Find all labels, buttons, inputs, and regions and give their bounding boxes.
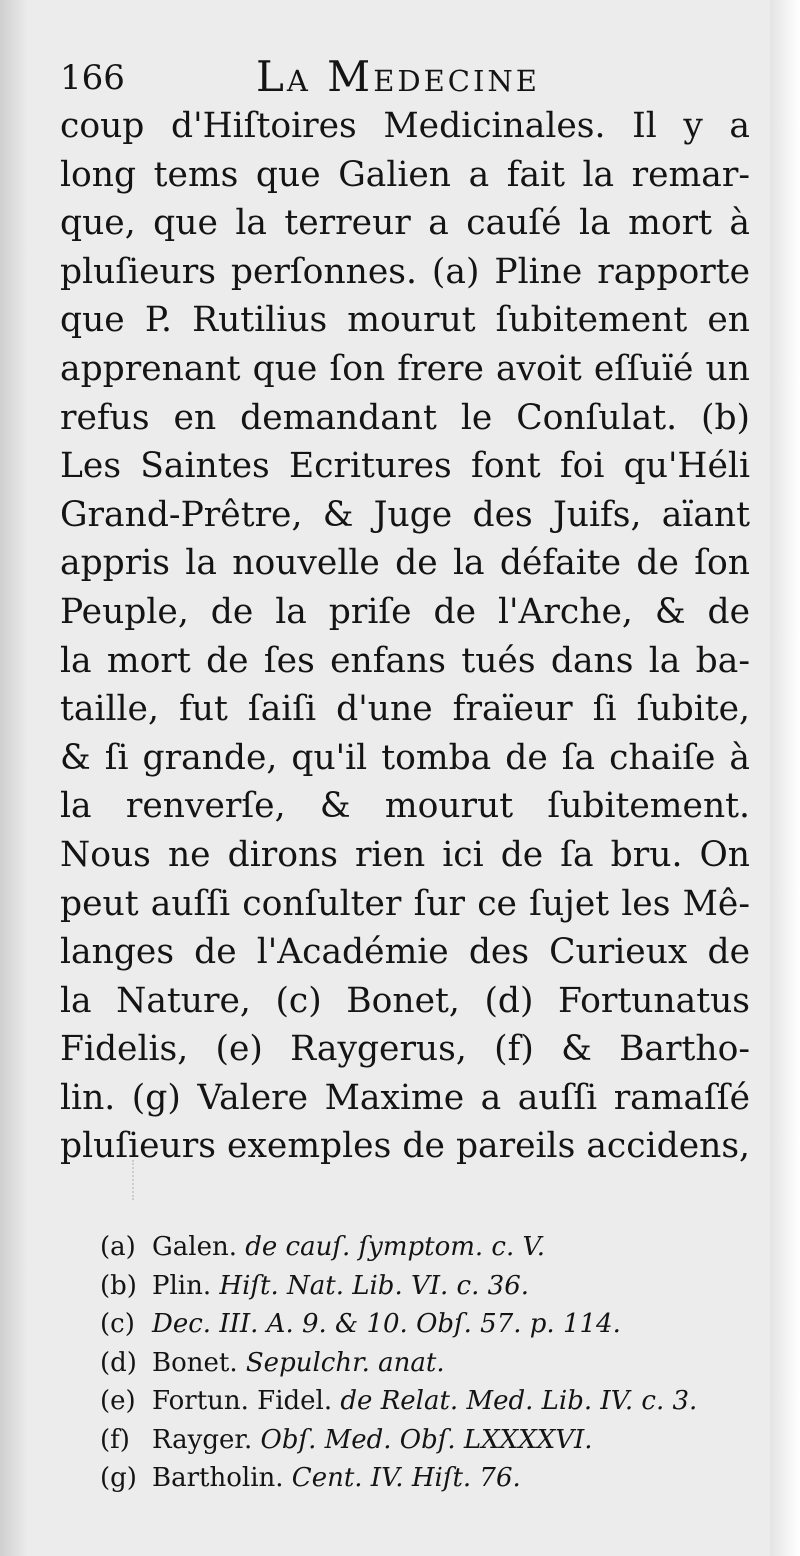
- footnote-author: Plin.: [152, 1270, 220, 1301]
- footnote-author: Galen.: [152, 1232, 246, 1262]
- text-line: coup d'Hiſtoires Medicinales. Il y a: [60, 106, 750, 146]
- footnote: [100, 1382, 750, 1421]
- text-line: & ſi grande, qu'il tomba de ſa chaiſe à: [60, 737, 750, 778]
- text-line: la mort de ſes enfans tués dans la ba-: [60, 640, 750, 681]
- ink-specks: [132, 1160, 154, 1200]
- footnote-author: Fortun. Fidel.: [152, 1386, 341, 1416]
- footnote-mark: (b): [100, 1270, 137, 1301]
- footnote-citation: de Relat. Med. Lib. IV. c. 3.: [340, 1386, 698, 1416]
- footnote-citation: Obſ. Med. Obſ. LXXXXVI.: [260, 1424, 593, 1455]
- text-line: que P. Rutilius mourut ſubitement en: [60, 300, 750, 341]
- footnote: [100, 1228, 750, 1267]
- footnotes-block: [100, 1228, 750, 1498]
- text-line: refus en demandant le Conſulat. (b): [60, 397, 750, 438]
- running-title: La Medecine: [256, 52, 540, 101]
- footnote-citation: Hiſt. Nat. Lib. VI. c. 36.: [219, 1270, 529, 1301]
- footnote-mark: (d): [100, 1347, 137, 1378]
- page-outer-edge: [770, 0, 800, 1556]
- footnote: [100, 1459, 750, 1498]
- text-line: apprenant que ſon frere avoit eſſuïé un: [60, 348, 750, 389]
- text-line: lin. (g) Valere Maxime a auſſi ramaſſé: [60, 1077, 750, 1118]
- footnote-mark: (g): [100, 1463, 137, 1493]
- footnote-citation: Dec. III. A. 9. & 10. Obſ. 57. p. 114.: [152, 1309, 621, 1339]
- footnote: [100, 1305, 750, 1344]
- text-line: Peuple, de la priſe de l'Arche, & de: [60, 591, 750, 632]
- text-line: Nous ne dirons rien ici de ſa bru. On: [60, 834, 750, 875]
- text-line: taille, fut ſaiſi d'une fraïeur ſi ſubite,: [60, 689, 750, 730]
- footnote: [100, 1421, 750, 1460]
- text-line: Fidelis, (e) Raygerus, (f) & Bartho-: [60, 1029, 750, 1070]
- text-line: appris la nouvelle de la défaite de ſon: [60, 543, 750, 584]
- text-line: langes de l'Académie des Curieux de: [60, 932, 750, 973]
- footnote-mark: (f): [100, 1424, 130, 1455]
- text-line: pluſieurs perſonnes. (a) Pline rapporte: [60, 251, 750, 292]
- text-line: peut auſſi conſulter ſur ce ſujet les Mê-: [60, 883, 750, 924]
- text-line: Les Saintes Ecritures font foi qu'Héli: [60, 446, 750, 487]
- text-line: la renverſe, & mourut ſubitement.: [60, 786, 750, 827]
- page-header: [60, 52, 760, 108]
- main-text-block: [60, 102, 750, 1171]
- footnote-author: Bartholin.: [152, 1463, 292, 1493]
- footnote-author: Bonet.: [152, 1347, 246, 1378]
- page-gutter-shadow: [0, 0, 28, 1556]
- text-line: que, que la terreur a cauſé la mort à: [60, 203, 750, 244]
- footnote-mark: (a): [100, 1232, 136, 1262]
- text-line: long tems que Galien a fait la remar-: [60, 154, 750, 195]
- footnote-citation: Cent. IV. Hiſt. 76.: [291, 1463, 521, 1493]
- footnote-citation: de cauſ. ſymptom. c. V.: [245, 1232, 545, 1262]
- text-line: Grand-Prêtre, & Juge des Juifs, aïant: [60, 494, 750, 535]
- page-number: 166: [60, 58, 125, 98]
- footnote-mark: (c): [100, 1309, 135, 1339]
- text-line: pluſieurs exemples de pareils accidens,: [60, 1126, 750, 1167]
- text-line: la Nature, (c) Bonet, (d) Fortunatus: [60, 980, 750, 1021]
- footnote-author: Rayger.: [152, 1424, 261, 1455]
- footnote-citation: Sepulchr. anat.: [245, 1347, 445, 1378]
- footnote: [100, 1267, 750, 1306]
- footnote-mark: (e): [100, 1386, 136, 1416]
- footnote: [100, 1344, 750, 1383]
